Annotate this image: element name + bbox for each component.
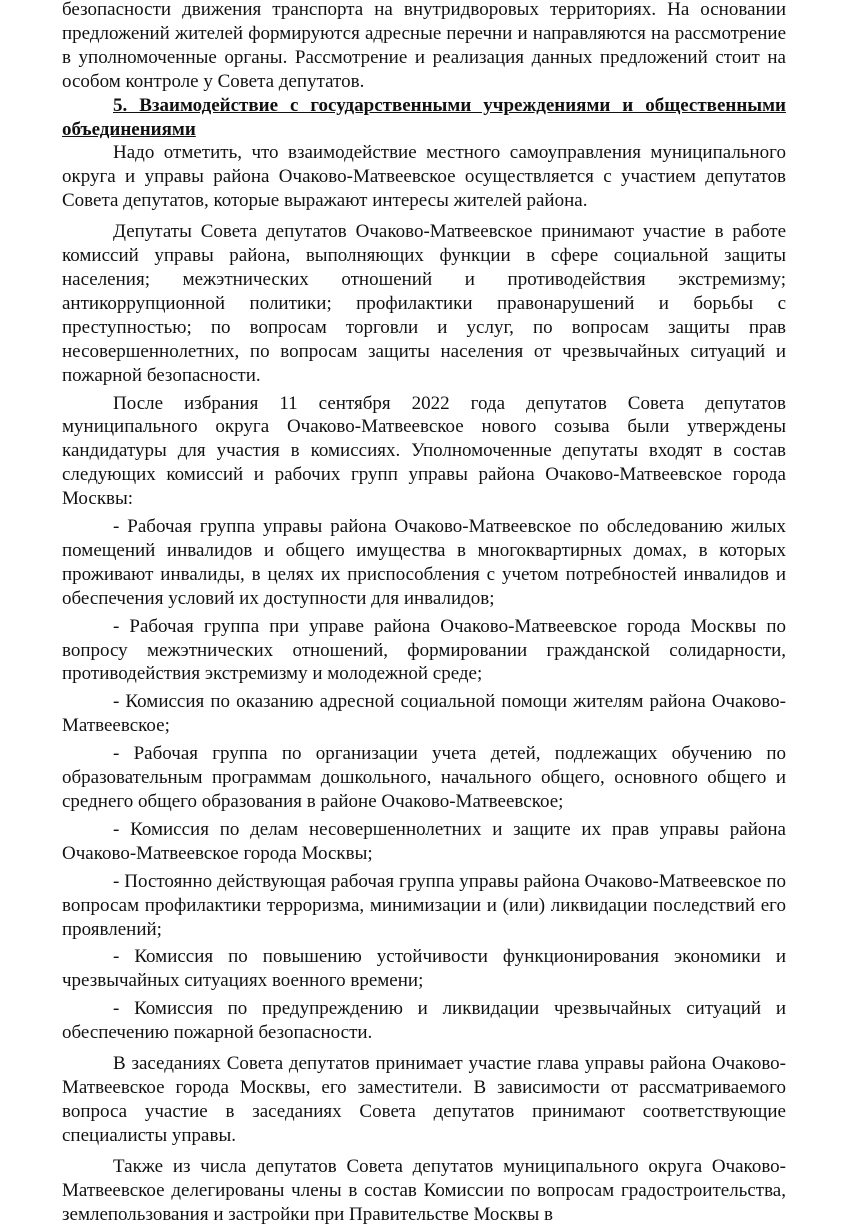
- list-item-disabled-housing-group: - Рабочая группа управы района Очаково-Матвеевское по обследованию жилых помещений инвалидов и общего имущества в многоквартирных домах, в которых проживают инвалиды, в целях их приспособления с учетом потребностей инвалидов и обеспечения условий их доступности для инвалидов;: [62, 516, 786, 609]
- list-item-interethnic-group: - Рабочая группа при управе района Очаково-Матвеевское города Москвы по вопросу межэтнических отношений, формировании гражданской солидарности, противодействия экстремизму и молодежной среде;: [62, 615, 786, 685]
- list-item-social-aid-commission: - Комиссия по оказанию адресной социальной помощи жителям района Очаково-Матвеевское;: [62, 691, 786, 737]
- paragraph-traffic-safety: безопасности движения транспорта на внутридворовых территориях. На основании предложений жителей формируются адресные перечни и направляются на рассмотрение в уполномоченные органы. Рассмотрение и реализация данных предложений стоит на особом контроле у Совета депутатов.: [62, 0, 786, 92]
- list-item-minors-commission: - Комиссия по делам несовершеннолетних и защите их прав управы района Очаково-Матвеевское города Москвы;: [62, 818, 786, 864]
- paragraph-deputies-commissions: Депутаты Совета депутатов Очаково-Матвеевское принимают участие в работе комиссий управы района, выполняющих функции в сфере социальной защиты населения; межэтнических отношений и противодействия экстремизму; антикоррупционной политики; профилактики правонарушений и борьбы с преступностью; по вопросам торговли и услуг, по вопросам защиты прав несовершеннолетних, по вопросам защиты населения от чрезвычайных ситуаций и пожарной безопасности.: [62, 221, 786, 386]
- paragraph-interaction-intro: Надо отметить, что взаимодействие местного самоуправления муниципального округа и управы района Очаково-Матвеевское осуществляется с участием депутатов Совета депутатов, которые выражают интересы жителей района.: [62, 142, 786, 212]
- list-item-child-education-group: - Рабочая группа по организации учета детей, подлежащих обучению по образовательным программам дошкольного, начального общего, основного общего и среднего общего образования в районе Очаково-Матвеевское;: [62, 743, 786, 812]
- section-heading-5: 5. Взаимодействие с государственными учреждениями и общественными объединениями: [62, 94, 786, 140]
- paragraph-election: После избрания 11 сентября 2022 года депутатов Совета депутатов муниципального округа Очаково-Матвеевское нового созыва были утверждены кандидатуры для участия в комиссиях. Уполномоченные депутаты входят в состав следующих комиссий и рабочих групп управы района Очаково-Матвеевское города Москвы:: [62, 392, 786, 510]
- list-item-emergency-commission: - Комиссия по предупреждению и ликвидации чрезвычайных ситуаций и обеспечению пожарной безопасности.: [62, 998, 786, 1044]
- list-item-terrorism-group: - Постоянно действующая рабочая группа управы района Очаково-Матвеевское по вопросам профилактики терроризма, минимизации и (или) ликвидации последствий его проявлений;: [62, 870, 786, 940]
- list-item-economy-commission: - Комиссия по повышению устойчивости функционирования экономики и чрезвычайных ситуациях военного времени;: [62, 946, 786, 992]
- paragraph-council-meetings: В заседаниях Совета депутатов принимает участие глава управы района Очаково-Матвеевское города Москвы, его заместители. В зависимости от рассматриваемого вопроса участие в заседаниях Совета депутатов принимают соответствующие специалисты управы.: [62, 1053, 786, 1146]
- paragraph-delegated-members: Также из числа депутатов Совета депутатов муниципального округа Очаково-Матвеевское делегированы члены в состав Комиссии по вопросам градостроительства, землепользования и застройки при Правительстве Москвы в: [62, 1155, 786, 1225]
- document-body: [62, 0, 786, 1226]
